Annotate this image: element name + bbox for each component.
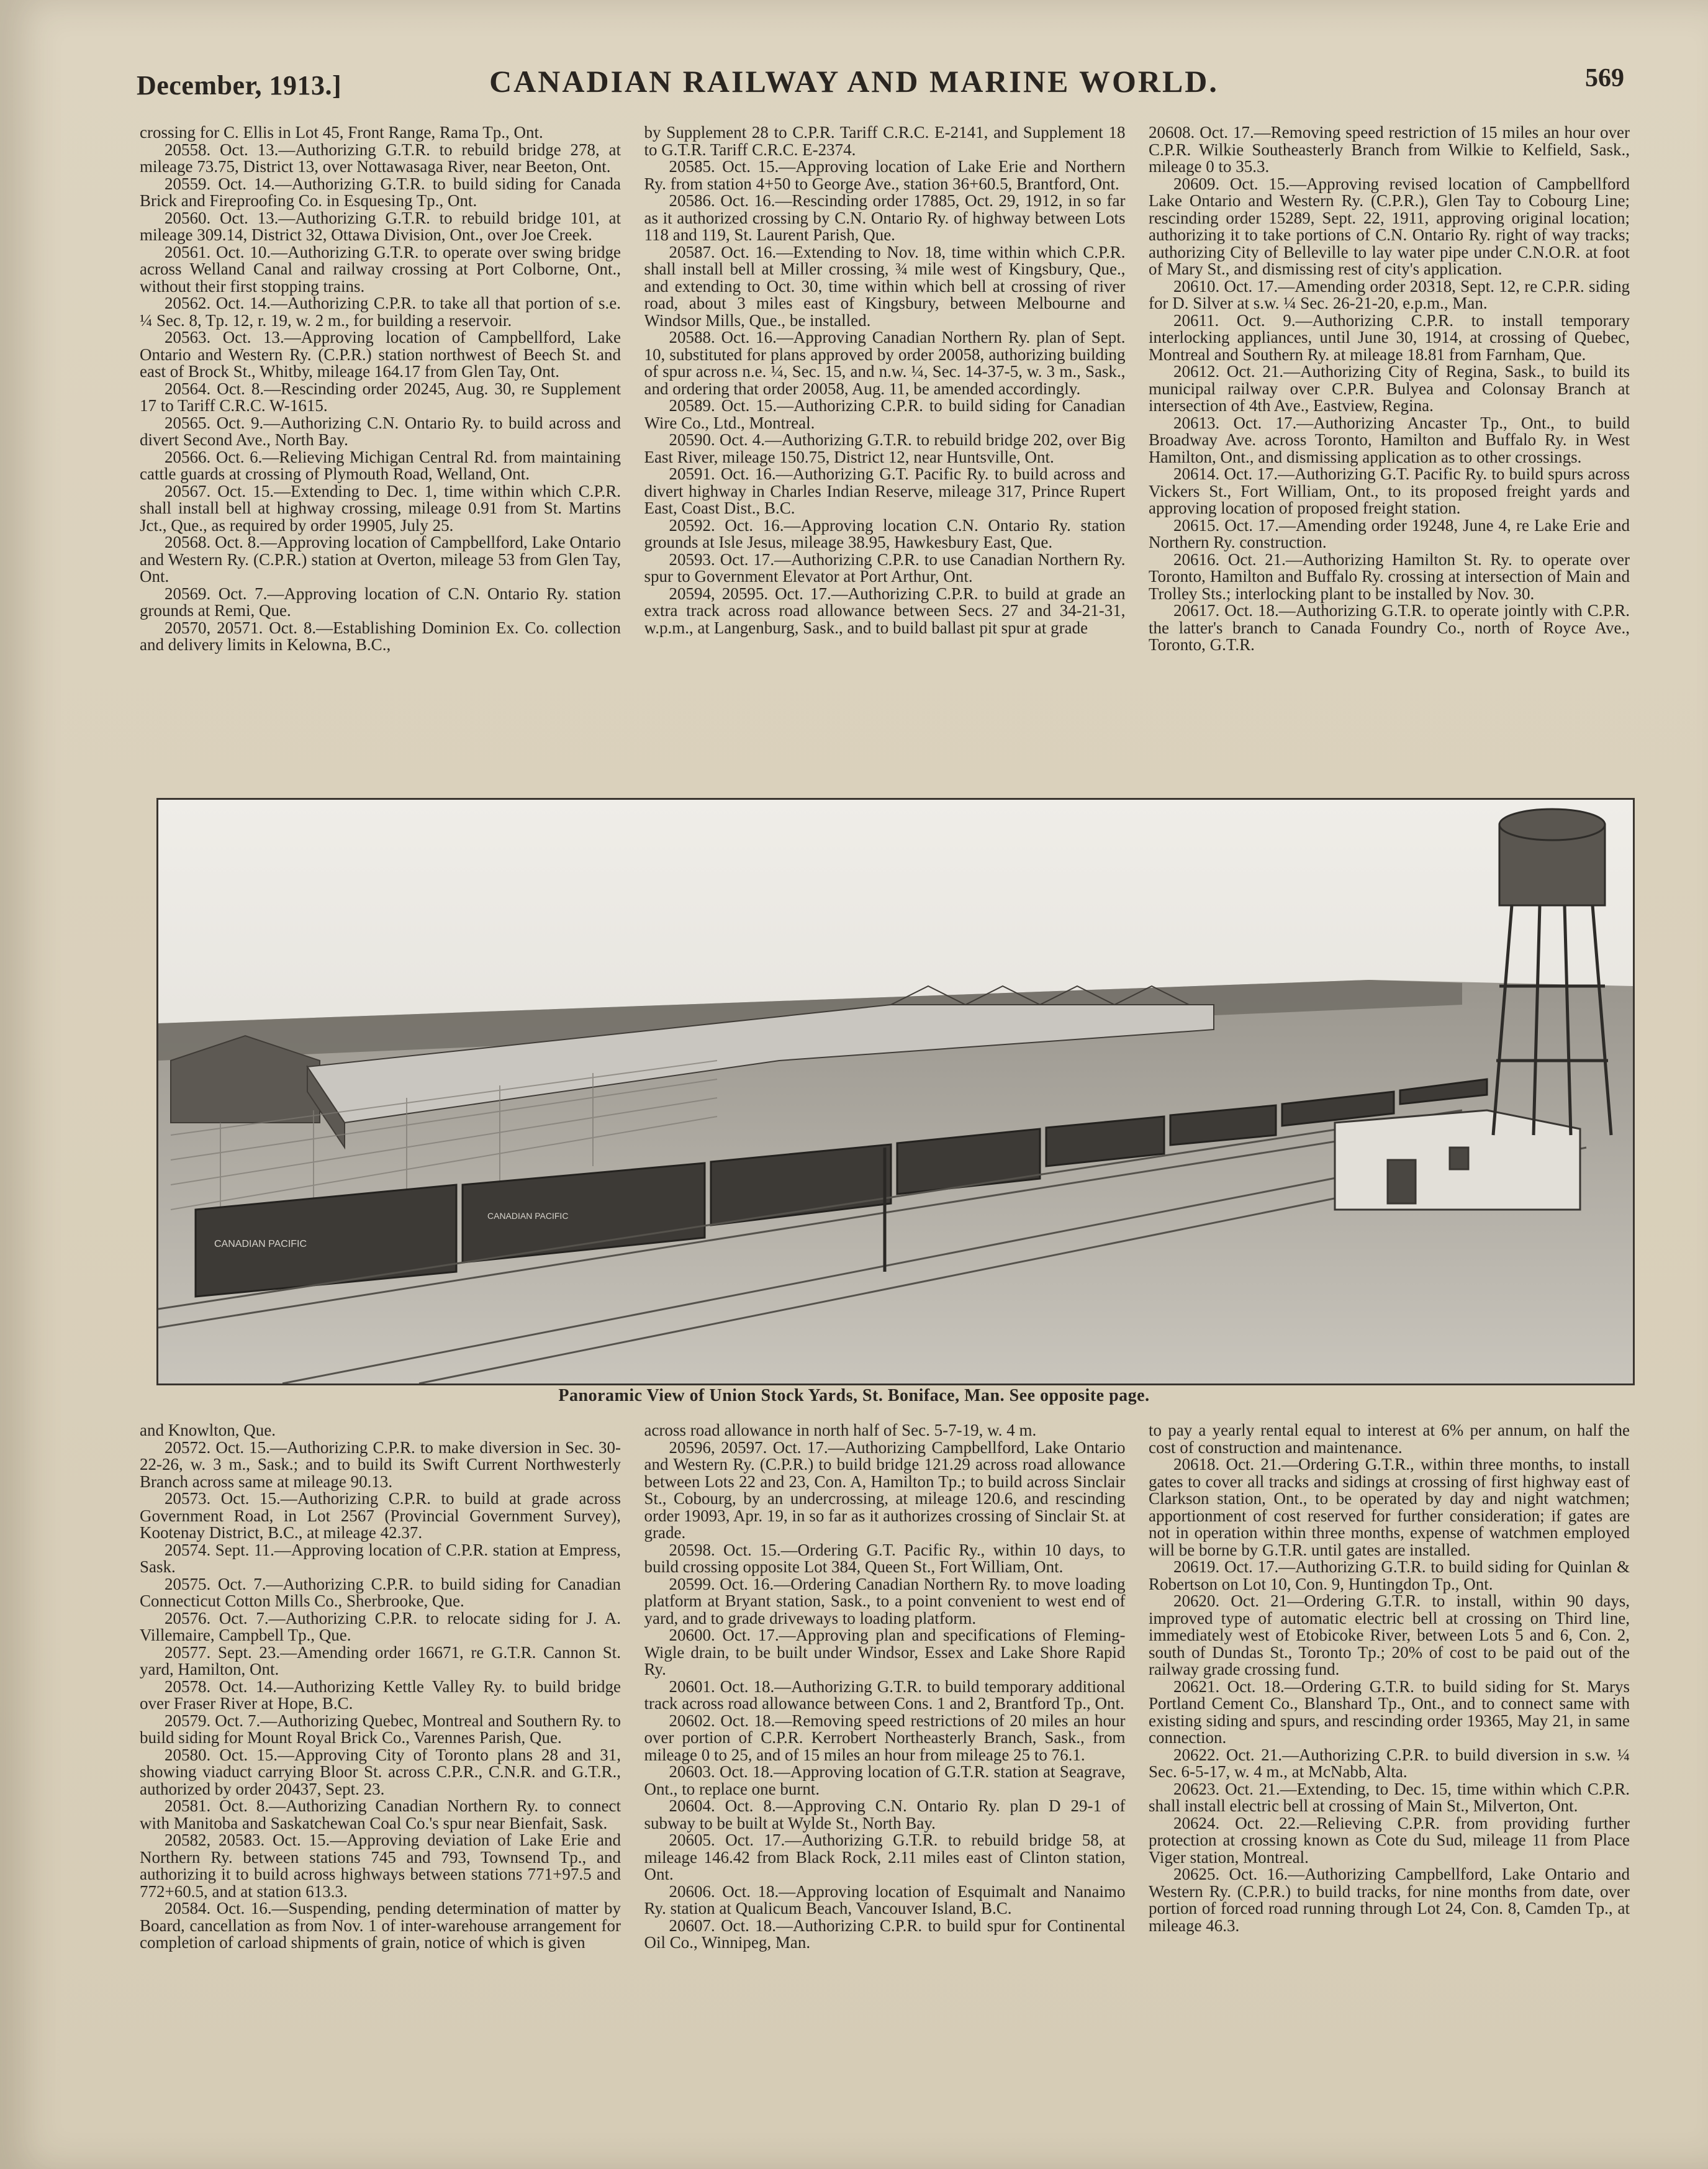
order-entry: 20565. Oct. 9.—Authorizing C.N. Ontario Ry. to build across and divert Second Ave., North Bay. [140,413,621,449]
order-entry: and Knowlton, Que. [140,1422,276,1439]
order-entry: 20559. Oct. 14.—Authorizing G.T.R. to build siding for Canada Brick and Fireproofing Co. in Esquesing Tp., Ont. [140,174,621,210]
order-entry: 20586. Oct. 16.—Rescinding order 17885, Oct. 29, 1912, in so far as it authorized crossing by C.N. Ontario Ry. of highway between Lots 118 and 119, St. Laurent Parish, Que. [644,191,1126,244]
order-entry: 20592. Oct. 16.—Approving location C.N. Ontario Ry. station grounds at Isle Jesus, mileage 38.95, Hawkesbury East, Que. [644,515,1126,551]
order-entry: 20594, 20595. Oct. 17.—Authorizing C.P.R. to build at grade an extra track across road allowance between Secs. 27 and 34-21-31, w.p.m., at Langenburg, Sask., and to build ballast pit spur at grade [644,584,1126,637]
order-entry: 20591. Oct. 16.—Authorizing G.T. Pacific Ry. to build across and divert highway in Charles Indian Reserve, mileage 317, Prince Rupert East, Coast Dist., B.C. [644,464,1126,517]
order-entry: 20613. Oct. 17.—Authorizing Ancaster Tp., Ont., to build Broadway Ave. across Toronto, Hamilton and Buffalo Ry. in West Hamilton, Ont., and dismissing application as to other crossings. [1149,413,1630,466]
order-entry: 20568. Oct. 8.—Approving location of Campbellford, Lake Ontario and Western Ry. (C.P.R.) station at Overton, mileage 53 from Glen Tay, Ont. [140,533,621,586]
order-entry: crossing for C. Ellis in Lot 45, Front Range, Rama Tp., Ont. [140,124,543,142]
order-entry: 20573. Oct. 15.—Authorizing C.P.R. to build at grade across Government Road, in Lot 2567 (Provincial Government Survey), Kootenay District, B.C., at mileage 42.37. [140,1489,621,1542]
photo-caption: Panoramic View of Union Stock Yards, St. Boniface, Man. See opposite page. [558,1386,1150,1405]
order-entry: 20575. Oct. 7.—Authorizing C.P.R. to build siding for Canadian Connecticut Cotton Mills Co., Sherbrooke, Que. [140,1574,621,1610]
boxcar-lettering-1: CANADIAN PACIFIC [214,1239,307,1249]
order-entry: 20558. Oct. 13.—Authorizing G.T.R. to rebuild bridge 278, at mileage 73.75, District 13, over Nottawasaga River, near Beeton, Ont. [140,140,621,176]
order-entry: 20619. Oct. 17.—Authorizing G.T.R. to build siding for Quinlan & Robertson on Lot 10, Con. 9, Huntingdon Tp., Ont. [1149,1557,1630,1593]
order-entry: 20582, 20583. Oct. 15.—Approving deviation of Lake Erie and Northern Ry. between stations 745 and 793, Townsend Tp., and authorizing it to build across highways between stations 771+97.5 and 772+60.5, and at station 613.3. [140,1831,621,1901]
order-entry: across road allowance in north half of Sec. 5-7-19, w. 4 m. [644,1422,1037,1439]
bottom-column-1 [140,1422,621,2074]
order-entry: 20607. Oct. 18.—Authorizing C.P.R. to build spur for Continental Oil Co., Winnipeg, Man. [644,1916,1126,1952]
order-entry: 20601. Oct. 18.—Authorizing G.T.R. to build temporary additional track across road allowance between Cons. 1 and 2, Brantford Tp., Ont. [644,1677,1126,1713]
order-entry: 20576. Oct. 7.—Authorizing C.P.R. to relocate siding for J. A. Villemaire, Campbell Tp., Que. [140,1608,621,1644]
order-entry: 20615. Oct. 17.—Amending order 19248, June 4, re Lake Erie and Northern Ry. construction. [1149,515,1630,551]
order-entry: 20608. Oct. 17.—Removing speed restriction of 15 miles an hour over C.P.R. Wilkie Southeasterly Branch from Wilkie to Kelfield, Sask., mileage 0 to 35.3. [1149,124,1630,176]
order-entry: 20569. Oct. 7.—Approving location of C.N. Ontario Ry. station grounds at Remi, Que. [140,584,621,620]
order-entry: 20614. Oct. 17.—Authorizing G.T. Pacific Ry. to build spurs across Vickers St., Fort William, Ont., to its proposed freight yards and approving location of proposed freight station. [1149,464,1630,517]
order-entry: 20606. Oct. 18.—Approving location of Esquimalt and Nanaimo Ry. station at Qualicum Beach, Vancouver Island, B.C. [644,1881,1126,1918]
order-entry: to pay a yearly rental equal to interest at 6% per annum, on half the cost of construction and maintenance. [1149,1422,1630,1457]
order-entry: 20564. Oct. 8.—Rescinding order 20245, Aug. 30, re Supplement 17 to Tariff C.R.C. W-1615. [140,379,621,415]
order-entry: 20596, 20597. Oct. 17.—Authorizing Campbellford, Lake Ontario and Western Ry. (C.P.R.) to build bridge 121.29 across road allowance between Lots 22 and 23, Con. A, Hamilton Tp.; to build across Sinclair St., Cobourg, by an undercrossing, at mileage 120.6, and rescinding order 19093, Apr. 19, in so far as it authorizes crossing of Sinclair St. at grade. [644,1438,1126,1542]
order-entry: 20584. Oct. 16.—Suspending, pending determination of matter by Board, cancellation as from Nov. 1 of inter-warehouse arrangement for completion of carload shipments of grain, notice of which is given [140,1899,621,1952]
order-entry: 20624. Oct. 22.—Relieving C.P.R. from providing further protection at crossing known as Cote du Sud, mileage 11 from Place Viger station, Montreal. [1149,1813,1630,1867]
order-entry: 20611. Oct. 9.—Authorizing C.P.R. to install temporary interlocking appliances, until June 30, 1914, at crossing of Quebec, Montreal and Southern Ry. at mileage 18.81 from Farnham, Que. [1149,310,1630,364]
order-entry: 20566. Oct. 6.—Relieving Michigan Central Rd. from maintaining cattle guards at crossing of Plymouth Road, Welland, Ont. [140,447,621,483]
order-entry: 20560. Oct. 13.—Authorizing G.T.R. to rebuild bridge 101, at mileage 309.14, District 32, Ottawa Division, Ont., over Joe Creek. [140,208,621,244]
order-entry: 20605. Oct. 17.—Authorizing G.T.R. to rebuild bridge 58, at mileage 146.42 from Black Rock, 2.11 miles east of Clinton station, Ont. [644,1831,1126,1883]
order-entry: 20580. Oct. 15.—Approving City of Toronto plans 28 and 31, showing viaduct carrying Bloor St. across C.P.R., C.N.R. and G.T.R., authorized by order 20437, Sept. 23. [140,1745,621,1798]
bottom-column-3 [1149,1422,1630,2074]
order-entry: 20579. Oct. 7.—Authorizing Quebec, Montreal and Southern Ry. to build siding for Mount Royal Brick Co., Varennes Parish, Que. [140,1711,621,1747]
order-entry: 20616. Oct. 21.—Authorizing Hamilton St. Ry. to operate over Toronto, Hamilton and Buffalo Ry. crossing at intersection of Main and Trolley Sts.; interlocking plant to be installed by Nov. 30. [1149,550,1630,603]
order-entry: 20609. Oct. 15.—Approving revised location of Campbellford Lake Ontario and Western Ry. (C.P.R.), Glen Tay to Cobourg Line; rescinding order 15289, Sept. 22, 1911, approving original location; authorizing it to take portions of C.N. Ontario Ry. right of way tracks; authorizing City of Belleville to lay water pipe under C.N.O.R. at foot of Mary St., and dismissing rest of city's application. [1149,174,1630,278]
order-entry: 20562. Oct. 14.—Authorizing C.P.R. to take all that portion of s.e. ¼ Sec. 8, Tp. 12, r. 19, w. 2 m., for building a reservoir. [140,294,621,330]
order-entry: 20587. Oct. 16.—Extending to Nov. 18, time within which C.P.R. shall install bell at Miller crossing, ¾ mile west of Kingsbury, Que., and extending to Oct. 30, time within which bell at crossing of river road, about 3 miles east of Kingsbury, between Melbourne and Windsor Mills, Que., be installed. [644,242,1126,330]
order-entry: 20577. Sept. 23.—Amending order 16671, re G.T.R. Cannon St. yard, Hamilton, Ont. [140,1642,621,1678]
order-entry: 20593. Oct. 17.—Authorizing C.P.R. to use Canadian Northern Ry. spur to Government Elevator at Port Arthur, Ont. [644,550,1126,586]
order-entry: 20598. Oct. 15.—Ordering G.T. Pacific Ry., within 10 days, to build crossing opposite Lot 384, Queen St., Fort William, Ont. [644,1540,1126,1576]
order-entry: 20578. Oct. 14.—Authorizing Kettle Valley Ry. to build bridge over Fraser River at Hope, B.C. [140,1677,621,1713]
issue-date: December, 1913.] [137,70,342,101]
order-entry: 20603. Oct. 18.—Approving location of G.T.R. station at Seagrave, Ont., to replace one burnt. [644,1762,1126,1798]
order-entry: 20618. Oct. 21.—Ordering G.T.R., within three months, to install gates to cover all tracks and sidings at crossing of first highway east of Clarkson station, Ont., to be operated by day and night watchmen; apportionment of cost reserved for further consideration; if gates are not in operation within three months, expense of watchmen employed will be borne by G.T.R. until gates are installed. [1149,1455,1630,1559]
order-entry: 20622. Oct. 21.—Authorizing C.P.R. to build diversion in s.w. ¼ Sec. 6-5-17, w. 4 m., at McNabb, Alta. [1149,1745,1630,1781]
page-number: 569 [1585,64,1624,93]
order-entry: 20563. Oct. 13.—Approving location of Campbellford, Lake Ontario and Western Ry. (C.P.R.) station northwest of Beech St. and east of Brock St., Whitby, mileage 164.17 from Glen Tay, Ont. [140,328,621,381]
order-entry: 20589. Oct. 15.—Authorizing C.P.R. to build siding for Canadian Wire Co., Ltd., Montreal. [644,396,1126,432]
order-entry: 20581. Oct. 8.—Authorizing Canadian Northern Ry. to connect with Manitoba and Saskatchewan Coal Co.'s spur near Bienfait, Sask. [140,1796,621,1832]
order-entry: 20567. Oct. 15.—Extending to Dec. 1, time within which C.P.R. shall install bell at highway crossing, mileage 0.91 from St. Martins Jct., Que., as required by order 19905, July 25. [140,481,621,535]
order-entry: 20621. Oct. 18.—Ordering G.T.R. to build siding for St. Marys Portland Cement Co., Blanshard Tp., Ont., and to connect same with existing siding and spurs, and rescinding order 19365, May 21, in same connection. [1149,1677,1630,1747]
order-entry: 20574. Sept. 11.—Approving location of C.P.R. station at Empress, Sask. [140,1540,621,1576]
order-entry: 20620. Oct. 21—Ordering G.T.R. to install, within 90 days, improved type of automatic electric bell at crossing on Third line, immediately west of Etobicoke River, between Lots 5 and 6, Con. 2, south of Dundas St., Toronto Tp.; 20% of cost to be paid out of the railway grade crossing fund. [1149,1592,1630,1678]
top-column-3 [1149,124,1630,776]
top-column-2 [644,124,1126,776]
order-entry: 20585. Oct. 15.—Approving location of Lake Erie and Northern Ry. from station 4+50 to George Ave., station 36+60.5, Brantford, Ont. [644,157,1126,193]
order-entry: 20600. Oct. 17.—Approving plan and specifications of Fleming-Wigle drain, to be built under Windsor, Essex and Lake Shore Rapid Ry. [644,1626,1126,1678]
bottom-columns [140,1422,1630,2074]
publication-title: CANADIAN RAILWAY AND MARINE WORLD. [489,64,1219,99]
order-entry: 20599. Oct. 16.—Ordering Canadian Northern Ry. to move loading platform at Bryant station, Sask., to a point convenient to west end of yard, and to grade driveways to loading platform. [644,1574,1126,1628]
order-entry: 20617. Oct. 18.—Authorizing G.T.R. to operate jointly with C.P.R. the latter's branch to Canada Foundry Co., north of Royce Ave., Toronto, G.T.R. [1149,601,1630,654]
order-entry: 20612. Oct. 21.—Authorizing City of Regina, Sask., to build its municipal railway over C.P.R. Bulyea and Colonsay Branch at intersection of 4th Ave., Eastview, Regina. [1149,362,1630,415]
order-entry: 20602. Oct. 18.—Removing speed restrictions of 20 miles an hour over portion of C.P.R. Kerrobert Northeasterly Branch, Sask., from mileage 0 to 25, and of 15 miles an hour from mileage 25 to 76.1. [644,1711,1126,1764]
top-columns [140,124,1630,776]
photo-illustration [158,800,1633,1383]
order-entry: 20610. Oct. 17.—Amending order 20318, Sept. 12, re C.P.R. siding for D. Silver at s.w. ¼ Sec. 26-21-20, e.p.m., Man. [1149,276,1630,312]
order-entry: 20623. Oct. 21.—Extending, to Dec. 15, time within which C.P.R. shall install electric bell at crossing of Main St., Milverton, Ont. [1149,1779,1630,1815]
boxcar-lettering-2: CANADIAN PACIFIC [487,1211,569,1221]
order-entry: 20570, 20571. Oct. 8.—Establishing Dominion Ex. Co. collection and delivery limits in Kelowna, B.C., [140,618,621,654]
order-entry: 20561. Oct. 10.—Authorizing G.T.R. to operate over swing bridge across Welland Canal and railway crossing at Port Colborne, Ont., without their first stopping trains. [140,242,621,296]
order-entry: 20590. Oct. 4.—Authorizing G.T.R. to rebuild bridge 202, over Big East River, mileage 150.75, District 12, near Huntsville, Ont. [644,430,1126,466]
bottom-column-2 [644,1422,1126,2074]
top-column-1 [140,124,621,776]
order-entry: 20588. Oct. 16.—Approving Canadian Northern Ry. plan of Sept. 10, substituted for plans approved by order 20058, authorizing building of spur across n.e. ¼, Sec. 15, and n.w. ¼, Sec. 14-37-5, w. 3 m., Sask., and ordering that order 20058, Aug. 11, be amended accordingly. [644,328,1126,398]
stock-yards-photo [156,798,1635,1385]
order-entry: 20604. Oct. 8.—Approving C.N. Ontario Ry. plan D 29-1 of subway to be built at Wylde St., North Bay. [644,1796,1126,1832]
order-entry: 20625. Oct. 16.—Authorizing Campbellford, Lake Ontario and Western Ry. (C.P.R.) to build tracks, for nine months from date, over portion of forced road running through Lot 24, Con. 8, Camden Tp., at mileage 46.3. [1149,1865,1630,1935]
order-entry: 20572. Oct. 15.—Authorizing C.P.R. to make diversion in Sec. 30-22-26, w. 3 m., Sask.; and to build its Swift Current Northwesterly Branch across same at mileage 90.13. [140,1438,621,1491]
order-entry: by Supplement 28 to C.P.R. Tariff C.R.C. E-2141, and Supplement 18 to G.T.R. Tariff C.R.C. E-2374. [644,124,1126,159]
